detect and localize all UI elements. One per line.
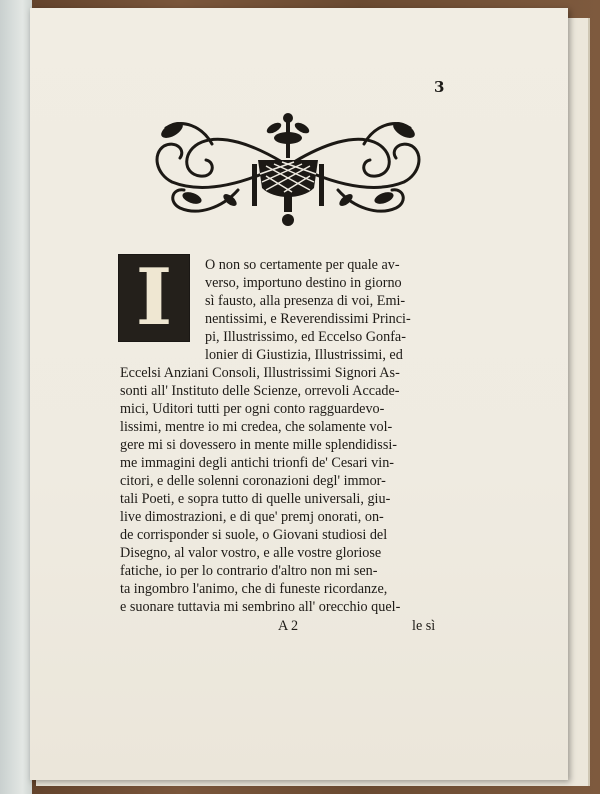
decorated-initial [118, 254, 190, 342]
text-line: pi, Illustrissimo, ed Eccelso Gonfa- [205, 329, 406, 345]
text-line: ta ingombro l'animo, che di funeste ricordanze, [120, 581, 388, 597]
text-line: tali Poeti, e sopra tutto di quelle universali, giu- [120, 491, 391, 507]
text-line: sonti all' Instituto delle Scienze, orrevoli Accade- [120, 383, 400, 399]
text-line: de corrisponder si suole, o Giovani studiosi del [120, 527, 388, 543]
text-line: fatiche, io per lo contrario d'altro non mi sen- [120, 563, 378, 579]
text-line: citori, e delle solenni coronazioni degl' immor- [120, 473, 386, 489]
text-line: me immagini degli antichi trionfi de' Cesari vin- [120, 455, 395, 471]
text-line: lissimi, mentre io mi credea, che solamente vol- [120, 419, 393, 435]
text-line: Disegno, al valor vostro, e alle vostre gloriose [120, 545, 382, 561]
text-line: e suonare tuttavia mi sembrino all' orecchio quel- [120, 599, 401, 615]
drop-cap-letter: I [135, 252, 173, 343]
text-line: Eccelsi Anziani Consoli, Illustrissimi Signori As- [120, 365, 400, 381]
text-line: gere mi si dovessero in mente mille splendidissi- [120, 437, 398, 453]
book-cover-edge [0, 0, 32, 794]
page-number: 3 [434, 78, 445, 96]
catchword: le sì [412, 618, 436, 634]
text-line: live dimostrazioni, e di que' premj onorati, on- [120, 509, 384, 525]
ornamental-headpiece-icon [142, 104, 434, 234]
text-line: sì fausto, alla presenza di voi, Emi- [205, 293, 406, 309]
text-line: nentissimi, e Reverendissimi Princi- [205, 311, 411, 327]
text-line: verso, importuno destino in giorno [205, 275, 402, 291]
text-line: lonier di Giustizia, Illustrissimi, ed [205, 347, 403, 363]
signature-mark: A 2 [278, 618, 299, 634]
book-page [30, 8, 568, 780]
text-line: mici, Uditori tutti per ogni conto ragguardevo- [120, 401, 385, 417]
text-line: O non so certamente per quale av- [205, 257, 400, 273]
